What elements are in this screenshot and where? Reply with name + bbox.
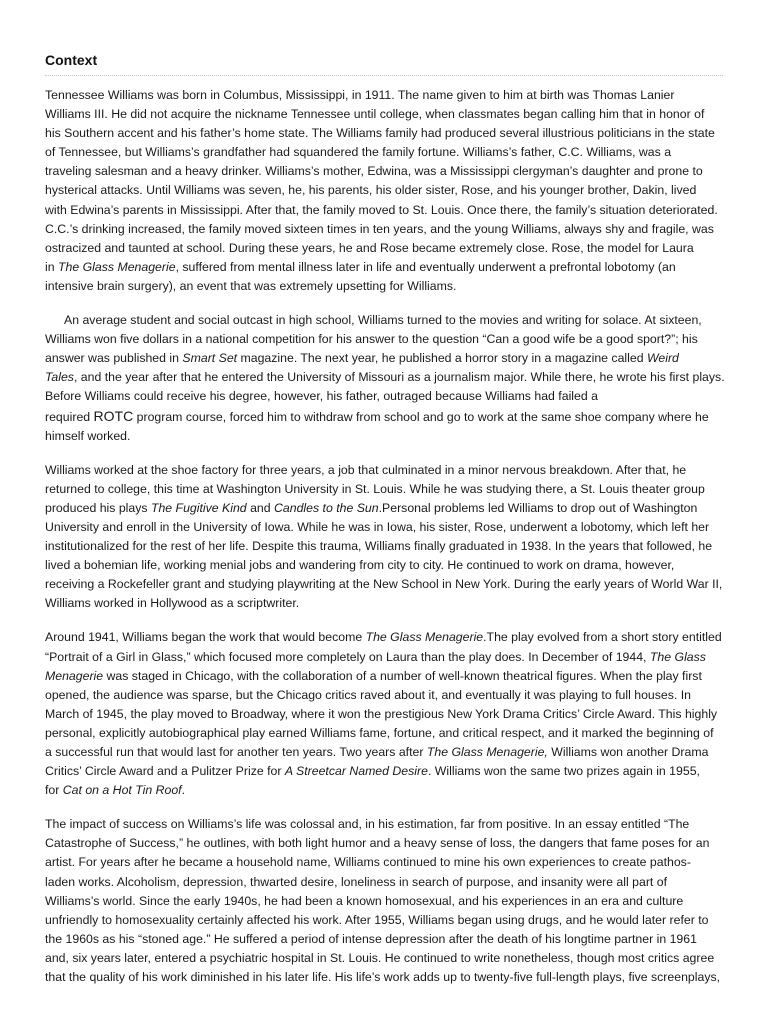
- text-run: Tennessee Williams was born in Columbus, Mississippi, in 1911. The name given to him at birth was Thomas Lanier: [45, 88, 675, 102]
- text-line: [45, 407, 745, 427]
- text-line: [45, 762, 745, 781]
- text-line: [45, 873, 745, 892]
- text-run: intensive brain surgery), an event that was extremely upsetting for Williams.: [45, 278, 457, 293]
- text-run: Catastrophe of Success,” he outlines, with both light humor and a heavy sense of loss, the dangers that fame poses for an: [45, 836, 710, 851]
- text-run: that the quality of his work diminished in his later life. His life’s work adds up to twenty-five full-length plays, five screenplays,: [45, 970, 721, 985]
- text-run: and: [246, 500, 275, 515]
- text-run: Williams worked in Hollywood as a scriptwriter.: [45, 596, 300, 611]
- text-run: March of 1945, the play moved to Broadway, where it won the prestigious New York Drama Critics’ Circle Award. This highly: [45, 706, 718, 721]
- text-line: [45, 239, 745, 258]
- text-run: traveling salesman and a heavy drinker. Williams’s mother, Edwina, was a Mississippi clergyman’s daughter and prone to: [45, 164, 703, 179]
- text-line: [45, 724, 745, 743]
- text-line: [45, 781, 745, 800]
- text-run: and, six years later, entered a psychiatric hospital in St. Louis. He continued to write nonetheless, though most critics agree: [45, 950, 715, 965]
- text-run: receiving a Rockefeller grant and studying playwriting at the New School in New York. During the early years of World War II,: [45, 577, 723, 592]
- text-line: [45, 368, 745, 387]
- text-run: .Personal problems led Williams to drop out of Washington: [378, 500, 698, 515]
- text-run: Critics’ Circle Award and a Pulitzer Prize for: [45, 764, 285, 779]
- text-line: [45, 330, 745, 349]
- text-run: answer was published in: [45, 351, 183, 366]
- text-line: [45, 105, 745, 124]
- text-line: [45, 648, 745, 667]
- text-line: [45, 86, 745, 105]
- text-run: .The play evolved from a short story entitled: [483, 630, 722, 645]
- text-line: [45, 480, 745, 499]
- paragraph: [45, 461, 745, 614]
- text-line: [45, 815, 745, 834]
- text-run: in: [45, 259, 58, 274]
- text-run: Williams III. He did not acquire the nickname Tennessee until college, when classmates began calling him that in honor of: [45, 107, 705, 122]
- text-run: magazine. The next year, he published a horror story in a magazine called: [237, 351, 647, 366]
- text-run: , and the year after that he entered the University of Missouri as a journalism major. While there, he wrote his first plays.: [73, 370, 725, 385]
- text-line: [45, 667, 745, 686]
- text-line: [45, 930, 745, 949]
- text-run: , suffered from mental illness later in life and eventually underwent a prefrontal lobotomy (an: [175, 259, 676, 274]
- text-run: a successful run that would last for another ten years. Two years after: [45, 745, 427, 759]
- text-run: his Southern accent and his father’s home state. The Williams family had produced several illustrious politicians in the state: [45, 126, 715, 141]
- text-line: [45, 461, 745, 480]
- text-run: program course, forced him to withdraw from school and go to work at the same shoe company where he: [133, 409, 709, 424]
- text-line: [45, 705, 745, 724]
- text-line: [45, 853, 745, 872]
- text-run: of Tennessee, but Williams’s grandfather had squandered the family fortune. Williams’s father, C.C. Williams, was a: [45, 145, 672, 160]
- text-line: [45, 387, 745, 406]
- text-run: opened, the audience was sparse, but the Chicago critics raved about it, and eventually it was playing to full houses. In: [45, 687, 691, 702]
- title-italic: Weird: [646, 351, 679, 366]
- text-line: [45, 628, 745, 647]
- text-line: [45, 311, 745, 330]
- text-line: [45, 594, 745, 613]
- text-line: [45, 181, 745, 200]
- title-italic: Menagerie: [45, 668, 104, 683]
- text-run: University and enroll in the University of Iowa. While he was in Iowa, his sister, Rose, underwent a lobotomy, which left her: [45, 519, 710, 534]
- text-run: artist. For years after he became a household name, Williams continued to mine his own experiences to create pathos-: [45, 855, 691, 870]
- text-run: for: [45, 783, 63, 798]
- title-italic: The Glass Menagerie: [58, 259, 176, 274]
- paragraph: [45, 311, 745, 446]
- text-run: institutionalized for the rest of her life. Despite this trauma, Williams finally graduated in 1938. In the years that followed, he: [45, 539, 713, 554]
- text-line: [45, 743, 745, 762]
- text-run: Williams won five dollars in a national competition for his answer to the question “Can a good wife be a good sport?”; his: [45, 332, 698, 347]
- text-line: [45, 349, 745, 368]
- text-line: [45, 834, 745, 853]
- text-run: the 1960s as his “stoned age.” He suffered a period of intense depression after the death of his longtime partner in 1961: [45, 931, 697, 946]
- text-run: lived a bohemian life, working menial jobs and wandering from city to city. He continued to work on drama, however,: [45, 558, 675, 573]
- paragraph: [45, 815, 745, 987]
- acronym-text: ROTC: [93, 407, 134, 424]
- text-run: returned to college, this time at Washington University in St. Louis. While he was studying there, a St. Louis theater group: [45, 481, 705, 496]
- text-line: [45, 124, 745, 143]
- text-line: [45, 949, 745, 968]
- title-italic: The Fugitive Kind: [150, 500, 247, 515]
- text-line: [45, 427, 745, 446]
- paragraph: [45, 628, 745, 800]
- text-run: produced his plays: [45, 500, 151, 515]
- title-italic: The Glass Menagerie: [365, 630, 484, 645]
- document-body: [45, 86, 745, 1002]
- text-run: .: [181, 783, 186, 798]
- text-line: [45, 968, 745, 987]
- text-run: with Edwina’s parents in Mississippi. After that, the family moved to St. Louis. Once there, the family’s situation deteriorated.: [45, 202, 718, 217]
- text-line: [45, 556, 745, 575]
- text-line: [45, 686, 745, 705]
- text-run: ostracized and taunted at school. During these years, he and Rose became extremely close. Rose, the model for Laura: [45, 240, 694, 255]
- title-italic: A Streetcar Named Desire: [284, 764, 428, 779]
- paragraph: [45, 86, 745, 296]
- title-italic: Smart Set: [182, 351, 238, 366]
- text-line: [45, 143, 745, 162]
- text-run: laden works. Alcoholism, depression, thwarted desire, loneliness in search of purpose, and insanity were all part of: [45, 874, 668, 889]
- text-run: C.C.’s drinking increased, the family moved sixteen times in ten years, and the young Williams, always shy and fragile, was: [45, 221, 714, 236]
- text-run: was staged in Chicago, with the collaboration of a number of well-known theatrical figures. When the play first: [103, 668, 702, 683]
- title-italic: Candles to the Sun: [274, 500, 379, 515]
- text-run: Williams’s world. Since the early 1940s, he had been a known homosexual, and his experiences in an era and culture: [45, 893, 684, 908]
- text-run: Williams won another Drama: [547, 745, 709, 759]
- text-line: [45, 162, 745, 181]
- text-line: [45, 575, 745, 594]
- text-run: “Portrait of a Girl in Glass,” which focused more completely on Laura than the play does. In December of 1944,: [45, 649, 650, 664]
- title-italic: The Glass: [649, 649, 706, 664]
- text-run: himself worked.: [45, 428, 131, 443]
- text-run: Williams worked at the shoe factory for three years, a job that culminated in a minor nervous breakdown. After that, he: [45, 462, 687, 477]
- text-run: hysterical attacks. Until Williams was seven, he, his parents, his older sister, Rose, and his younger brother, Dakin, lived: [45, 183, 697, 198]
- text-line: [45, 220, 745, 239]
- text-run: Around 1941, Williams began the work that would become: [45, 630, 366, 645]
- text-line: [45, 892, 745, 911]
- text-line: [45, 537, 745, 556]
- dotted-divider: [45, 75, 723, 76]
- text-run: required: [45, 409, 94, 424]
- title-italic: Cat on a Hot Tin Roof: [62, 783, 182, 798]
- text-run: . Williams won the same two prizes again in 1955,: [427, 764, 700, 779]
- text-run: unfriendly to homosexuality certainly affected his work. After 1955, Williams began using drugs, and he would later refer to: [45, 912, 709, 927]
- text-line: [45, 277, 745, 296]
- text-run: Before Williams could receive his degree, however, his father, outraged because Williams had failed a: [45, 389, 598, 404]
- text-run: The impact of success on Williams’s life was colossal and, in his estimation, far from positive. In an essay entitled “The: [45, 817, 690, 832]
- section-heading: Context: [45, 52, 98, 68]
- text-line: [45, 258, 745, 277]
- text-line: [45, 911, 745, 930]
- title-italic: Tales: [45, 370, 74, 385]
- text-line: [45, 201, 745, 220]
- text-line: [45, 518, 745, 537]
- title-italic: The Glass Menagerie,: [426, 745, 548, 759]
- text-run: personal, explicitly autobiographical play earned Williams fame, fortune, and critical respect, and it marked the beginning of: [45, 725, 714, 740]
- text-line: [45, 499, 745, 518]
- text-run: An average student and social outcast in high school, Williams turned to the movies and writing for solace. At sixteen,: [64, 313, 702, 328]
